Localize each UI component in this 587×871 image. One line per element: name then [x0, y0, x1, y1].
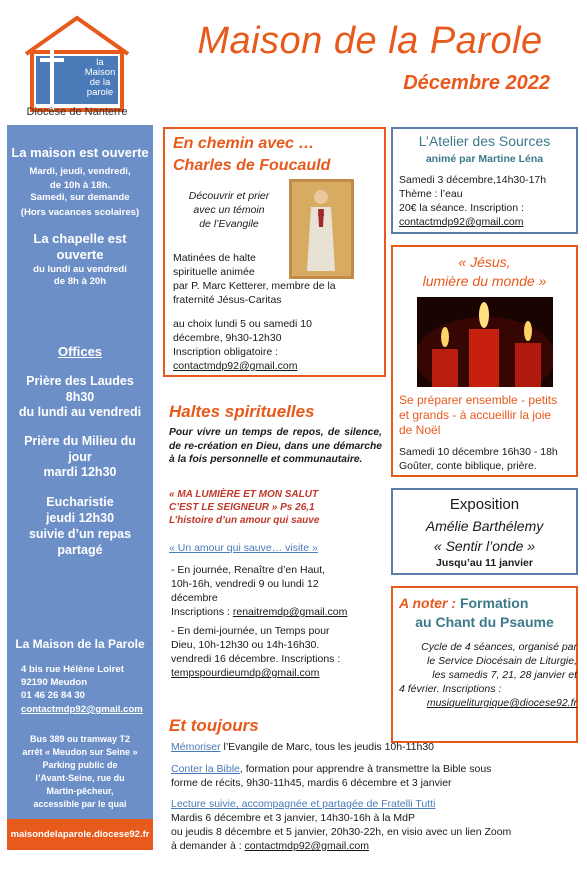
open-hours: de 10h à 18h.	[49, 180, 111, 191]
haltes-demi-1: - En demi-journée, un Temps pour	[171, 625, 330, 637]
foucauld-body-4: fraternité Jésus-Caritas	[173, 294, 282, 306]
atelier-line-2: Thème : l’eau	[399, 188, 463, 200]
anoter-box	[391, 586, 578, 743]
toujours-memoriser-link[interactable]: Mémoriser	[171, 741, 221, 753]
haltes-journee-4: Inscriptions :	[171, 606, 233, 618]
foucauld-body-1: Matinées de halte	[173, 252, 256, 264]
page-subtitle: Décembre 2022	[403, 72, 550, 94]
anoter-title-1: Formation	[459, 595, 529, 611]
foucauld-when-1: au choix lundi 5 ou samedi 10	[173, 318, 312, 330]
laudes-1: Prière des Laudes	[26, 374, 134, 388]
foucauld-body-2: spirituelle animée	[173, 266, 255, 278]
anoter-body-4: 4 février. Inscriptions :	[399, 683, 502, 695]
toujours-item2-text: , formation pour apprendre à transmettre la Bible sous	[239, 763, 492, 775]
jesus-title-1: « Jésus,	[458, 254, 511, 270]
transport-5: Martin-pêcheur,	[46, 786, 114, 796]
jesus-body-3: de Noël	[399, 423, 441, 437]
open-note: (Hors vacances scolaires)	[20, 207, 140, 218]
transport-1: Bus 389 ou tramway T2	[29, 734, 131, 744]
page-title: Maison de la Parole	[197, 20, 543, 62]
toujours-title: Et toujours	[169, 716, 259, 735]
foucauld-inscription: Inscription obligatoire :	[173, 346, 279, 358]
atelier-box	[391, 127, 578, 234]
address-email-link[interactable]: contactmdp92@gmail.com	[21, 704, 143, 715]
eucharist-2: jeudi 12h30	[45, 511, 115, 525]
foucauld-intro-2: avec un témoin	[193, 204, 265, 216]
milieu-3: mardi 12h30	[43, 465, 117, 479]
logo-text-2: Maison	[84, 67, 116, 78]
website-link[interactable]: maisondelaparole.diocese92.fr	[7, 819, 153, 850]
anoter-body-2: le Service Diocésain de Liturgie,	[427, 655, 577, 667]
eucharist-3: suivie d’un repas	[28, 527, 132, 541]
foucauld-box	[163, 127, 386, 377]
expo-work: « Sentir l’onde »	[433, 538, 536, 554]
eucharist-4: partagé	[57, 543, 103, 557]
eucharist-1: Eucharistie	[46, 495, 114, 509]
toujours-item1-text: l’Evangile de Marc, tous les jeudis 10h-11h30	[220, 741, 435, 753]
haltes-title: Haltes spirituelles	[169, 402, 315, 421]
haltes-journee-3: décembre	[171, 592, 218, 604]
address-phone: 01 46 26 84 30	[21, 690, 86, 701]
anoter-title-2: au Chant du Psaume	[415, 614, 554, 630]
toujours-item3-text3: à demander à :	[171, 840, 245, 852]
logo	[22, 14, 132, 116]
atelier-line-3: 20€ la séance. Inscription :	[399, 202, 524, 214]
haltes-quote-3: L’histoire d’un amour qui sauve	[169, 515, 320, 526]
atelier-title: L’Atelier des Sources	[418, 133, 551, 149]
logo-text-1: la	[96, 57, 104, 68]
haltes-intro: Pour vivre un temps de repos, de silence, de re-création en Dieu, dans une démarche à la fois personnelle et communautaire.	[169, 427, 382, 465]
open-days: Mardi, jeudi, vendredi,	[29, 166, 131, 177]
open-saturday: Samedi, sur demande	[30, 192, 130, 203]
toujours-email-link[interactable]: contactmdp92@gmail.com	[244, 840, 370, 852]
address-title: La Maison de la Parole	[15, 637, 145, 651]
transport-2: arrêt « Meudon sur Seine »	[22, 747, 138, 757]
anoter-label: A noter :	[399, 595, 457, 611]
jesus-date-1: Samedi 10 décembre 16h30 - 18h	[399, 446, 558, 458]
chapel-title-2: ouverte	[56, 247, 104, 262]
foucauld-intro-3: de l’Evangile	[199, 218, 259, 230]
haltes-video-link[interactable]: « Un amour qui sauve… visite »	[169, 542, 318, 554]
haltes-demi-2: Dieu, 10h-12h30 ou 14h-16h30.	[171, 639, 320, 651]
anoter-body-3: les samedis 7, 21, 28 janvier et	[432, 669, 577, 681]
logo-caption: Diocèse de Nanterre	[26, 106, 128, 118]
laudes-3: du lundi au vendredi	[18, 405, 142, 419]
address-line-1: 4 bis rue Hélène Loiret	[21, 664, 124, 675]
foucauld-body-3: par P. Marc Ketterer, membre de la	[173, 280, 336, 292]
anoter-email-link[interactable]: musiqueliturgique@diocese92.fr	[426, 697, 577, 709]
laudes-2: 8h30	[65, 390, 95, 404]
toujours-item3-text1: Mardis 6 décembre et 3 janvier, 14h30-16h à la MdP	[171, 812, 415, 824]
sidebar	[7, 125, 153, 850]
address-line-2: 92190 Meudon	[21, 677, 88, 688]
haltes-demi-email-link[interactable]: tempspourdieumdp@gmail.com	[171, 667, 320, 679]
transport-4: l’Avant-Seine, rue du	[35, 773, 125, 783]
foucauld-intro-1: Découvrir et prier	[188, 190, 270, 202]
toujours-item3-text2: ou jeudis 8 décembre et 5 janvier, 20h30-22h, en visio avec un lien Zoom	[171, 826, 512, 838]
milieu-2: jour	[68, 450, 92, 464]
atelier-subtitle: animé par Martine Léna	[425, 153, 544, 165]
jesus-body-2: et grands - à accueillir la joie	[399, 408, 552, 422]
jesus-body-1: Se préparer ensemble - petits	[399, 393, 558, 407]
foucauld-title-1: En chemin avec …	[173, 135, 315, 152]
offices-title: Offices	[57, 344, 103, 359]
foucauld-title-2: Charles de Foucauld	[173, 157, 331, 174]
anoter-body-1: Cycle de 4 séances, organisé par	[421, 641, 577, 653]
toujours-item2-text2: forme de récits, 9h30-11h45, mardis 6 décembre et 3 janvier	[171, 777, 452, 789]
toujours-conter-link[interactable]: Conter la Bible	[171, 763, 240, 775]
haltes-journee-email-link[interactable]: renaitremdp@gmail.com	[232, 606, 348, 618]
open-title: La maison est ouverte	[11, 145, 149, 160]
expo-title: Exposition	[449, 496, 520, 513]
chapel-days: du lundi au vendredi	[33, 264, 127, 275]
logo-text-3: de la	[89, 77, 111, 88]
milieu-1: Prière du Milieu du	[24, 434, 136, 448]
atelier-line-1: Samedi 3 décembre,14h30-17h	[399, 174, 547, 186]
haltes-journee-2: 10h-16h, vendredi 9 ou lundi 12	[171, 578, 319, 590]
expo-artist: Amélie Barthélemy	[425, 518, 544, 534]
atelier-email-link[interactable]: contactmdp92@gmail.com	[399, 216, 524, 228]
haltes-quote-2: C’EST LE SEIGNEUR » Ps 26,1	[169, 502, 315, 513]
chapel-hours: de 8h à 20h	[53, 276, 107, 287]
haltes-demi-3: vendredi 16 décembre. Inscriptions :	[171, 653, 341, 665]
foucauld-email-link[interactable]: contactmdp92@gmail.com	[173, 360, 298, 372]
transport-3: Parking public de	[42, 760, 118, 770]
jesus-title-2: lumière du monde »	[422, 273, 547, 289]
expo-until: Jusqu’au 11 janvier	[436, 557, 533, 569]
chapel-title-1: La chapelle est	[33, 231, 127, 246]
transport-6: accessible par le quai	[33, 799, 127, 809]
haltes-quote-1: « MA LUMIÈRE ET MON SALUT	[169, 489, 319, 500]
foucauld-when-2: décembre, 9h30-12h30	[173, 332, 282, 344]
logo-text-4: parole	[86, 87, 114, 98]
candles-icon-image	[417, 297, 553, 387]
jesus-box	[391, 245, 578, 477]
toujours-fratelli-link[interactable]: Lecture suivie, accompagnée et partagée de Fratelli Tutti	[171, 798, 436, 810]
haltes-journee-1: - En journée, Renaître d’en Haut,	[171, 564, 326, 576]
expo-box	[391, 488, 578, 575]
jesus-date-2: Goûter, conte biblique, prière.	[399, 460, 537, 472]
